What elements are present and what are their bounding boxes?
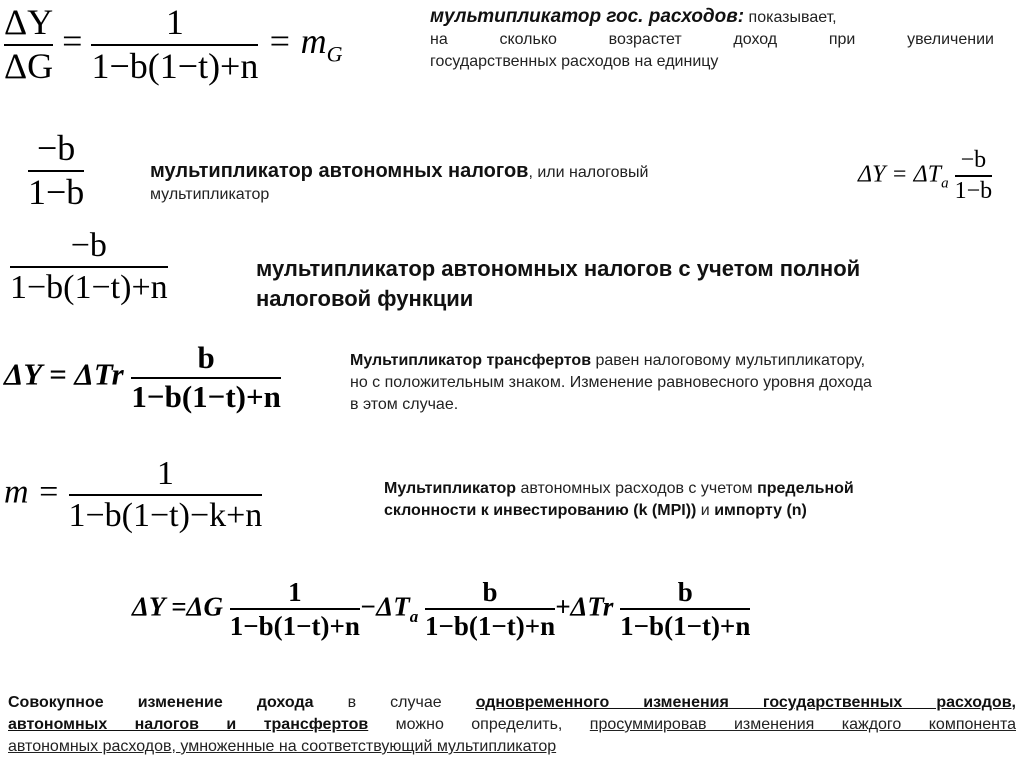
- fraction-multiplier: [91, 4, 258, 86]
- denominator: 1−b(1−t)+n: [91, 45, 259, 86]
- numerator: 1: [156, 455, 174, 492]
- description-text: показывает,: [744, 9, 837, 26]
- fraction-transfer: [131, 342, 280, 413]
- formula-lhs: m =: [4, 473, 60, 511]
- formula-tax-multiplier: [28, 130, 84, 212]
- footer-text: можно определить,: [368, 716, 590, 733]
- formula-term: −ΔT: [359, 591, 410, 622]
- formula-tax-change: [858, 148, 992, 204]
- tax-multiplier-title: мультипликатор автономных налогов: [150, 160, 529, 182]
- fraction-government: [230, 578, 360, 641]
- description-bold: предельной: [757, 480, 854, 497]
- transfer-multiplier-description: [350, 350, 1016, 416]
- description-text: в этом случае.: [350, 396, 459, 413]
- fraction-small: [955, 148, 993, 204]
- numerator: 1: [165, 2, 184, 42]
- description-bold: склонности к инвестированию (k (MPI)): [384, 502, 697, 519]
- government-spending-title: мультипликатор гос. расходов:: [430, 6, 745, 27]
- numerator: b: [677, 577, 693, 607]
- description-text: , или налоговый: [528, 164, 649, 181]
- denominator: 1−b(1−t)+n: [424, 611, 556, 642]
- fraction-transfer-total: [620, 578, 750, 641]
- description-text: мультипликатор: [150, 186, 270, 203]
- formula-subscript: a: [941, 175, 949, 192]
- fraction-tax-full: [10, 228, 168, 305]
- fraction-autonomous: [69, 456, 263, 533]
- denominator: 1−b: [954, 178, 993, 205]
- numerator: 1: [288, 577, 302, 607]
- result-symbol: = m: [267, 21, 327, 62]
- autonomous-title: Мультипликатор: [384, 480, 517, 497]
- denominator: 1−b(1−t)+n: [131, 378, 281, 414]
- total-change-description: [8, 692, 1016, 758]
- formula-transfer-multiplier: [4, 342, 281, 413]
- footer-bold-underlined: автономных налогов и трансфертов: [8, 716, 369, 733]
- description-text: государственных расходов на единицу: [430, 53, 719, 70]
- denominator: 1−b(1−t)−k+n: [68, 496, 263, 534]
- fraction-tax: [425, 578, 555, 641]
- fraction-dy-dg: [4, 4, 53, 86]
- formula-total-income-change: [132, 578, 750, 641]
- denominator: 1−b(1−t)+n: [620, 611, 751, 642]
- description-text: автономных расходов с учетом: [516, 480, 758, 497]
- description-text: и: [696, 502, 715, 519]
- numerator: −b: [37, 128, 76, 168]
- numerator: b: [197, 340, 215, 375]
- footer-text: в случае: [313, 694, 476, 711]
- formula-subscript: a: [409, 606, 419, 626]
- formula-government-spending-multiplier: [4, 4, 343, 86]
- denominator: 1−b: [28, 171, 85, 212]
- formula-lhs: ΔY = ΔT: [858, 161, 942, 188]
- footer-bold-underlined: одновременного изменения государственных расходов,: [475, 694, 1016, 711]
- numerator: −b: [70, 227, 107, 264]
- transfer-multiplier-title: Мультипликатор трансфертов: [350, 352, 592, 369]
- tax-multiplier-description: [150, 160, 810, 206]
- government-spending-description: [430, 6, 994, 73]
- denominator: 1−b(1−t)+n: [229, 611, 360, 642]
- description-text: но с положительным знаком. Изменение равновесного уровня дохода: [350, 374, 872, 391]
- description-bold: импорту (n): [714, 502, 807, 519]
- footer-underlined: просуммировав изменения каждого компонента: [589, 716, 1016, 733]
- footer-bold: Совокупное изменение дохода: [8, 694, 314, 711]
- tax-full-function-title: мультипликатор автономных налогов с учетом полной налоговой функции: [256, 256, 861, 311]
- autonomous-spending-description: [384, 478, 1016, 522]
- equals-sign: =: [62, 21, 83, 62]
- formula-term: +ΔTr: [555, 591, 614, 622]
- formula-lhs: ΔY = ΔTr: [4, 356, 124, 392]
- description-text: равен налоговому мультипликатору,: [591, 352, 866, 369]
- footer-underlined: автономных расходов, умноженные на соответствующий мультипликатор: [8, 738, 557, 755]
- denominator: 1−b(1−t)+n: [10, 268, 168, 306]
- formula-autonomous-spending-multiplier: [4, 456, 262, 533]
- formula-tax-multiplier-full: [10, 228, 168, 305]
- result-subscript: G: [326, 41, 343, 67]
- fraction-tax-multiplier: [28, 130, 84, 212]
- numerator: ΔY: [4, 2, 54, 42]
- numerator: −b: [960, 147, 987, 173]
- description-text: на сколько возрастет доход при увеличении: [430, 31, 994, 48]
- numerator: b: [482, 577, 498, 607]
- formula-lhs: ΔY =ΔG: [132, 591, 223, 622]
- denominator: ΔG: [4, 45, 54, 86]
